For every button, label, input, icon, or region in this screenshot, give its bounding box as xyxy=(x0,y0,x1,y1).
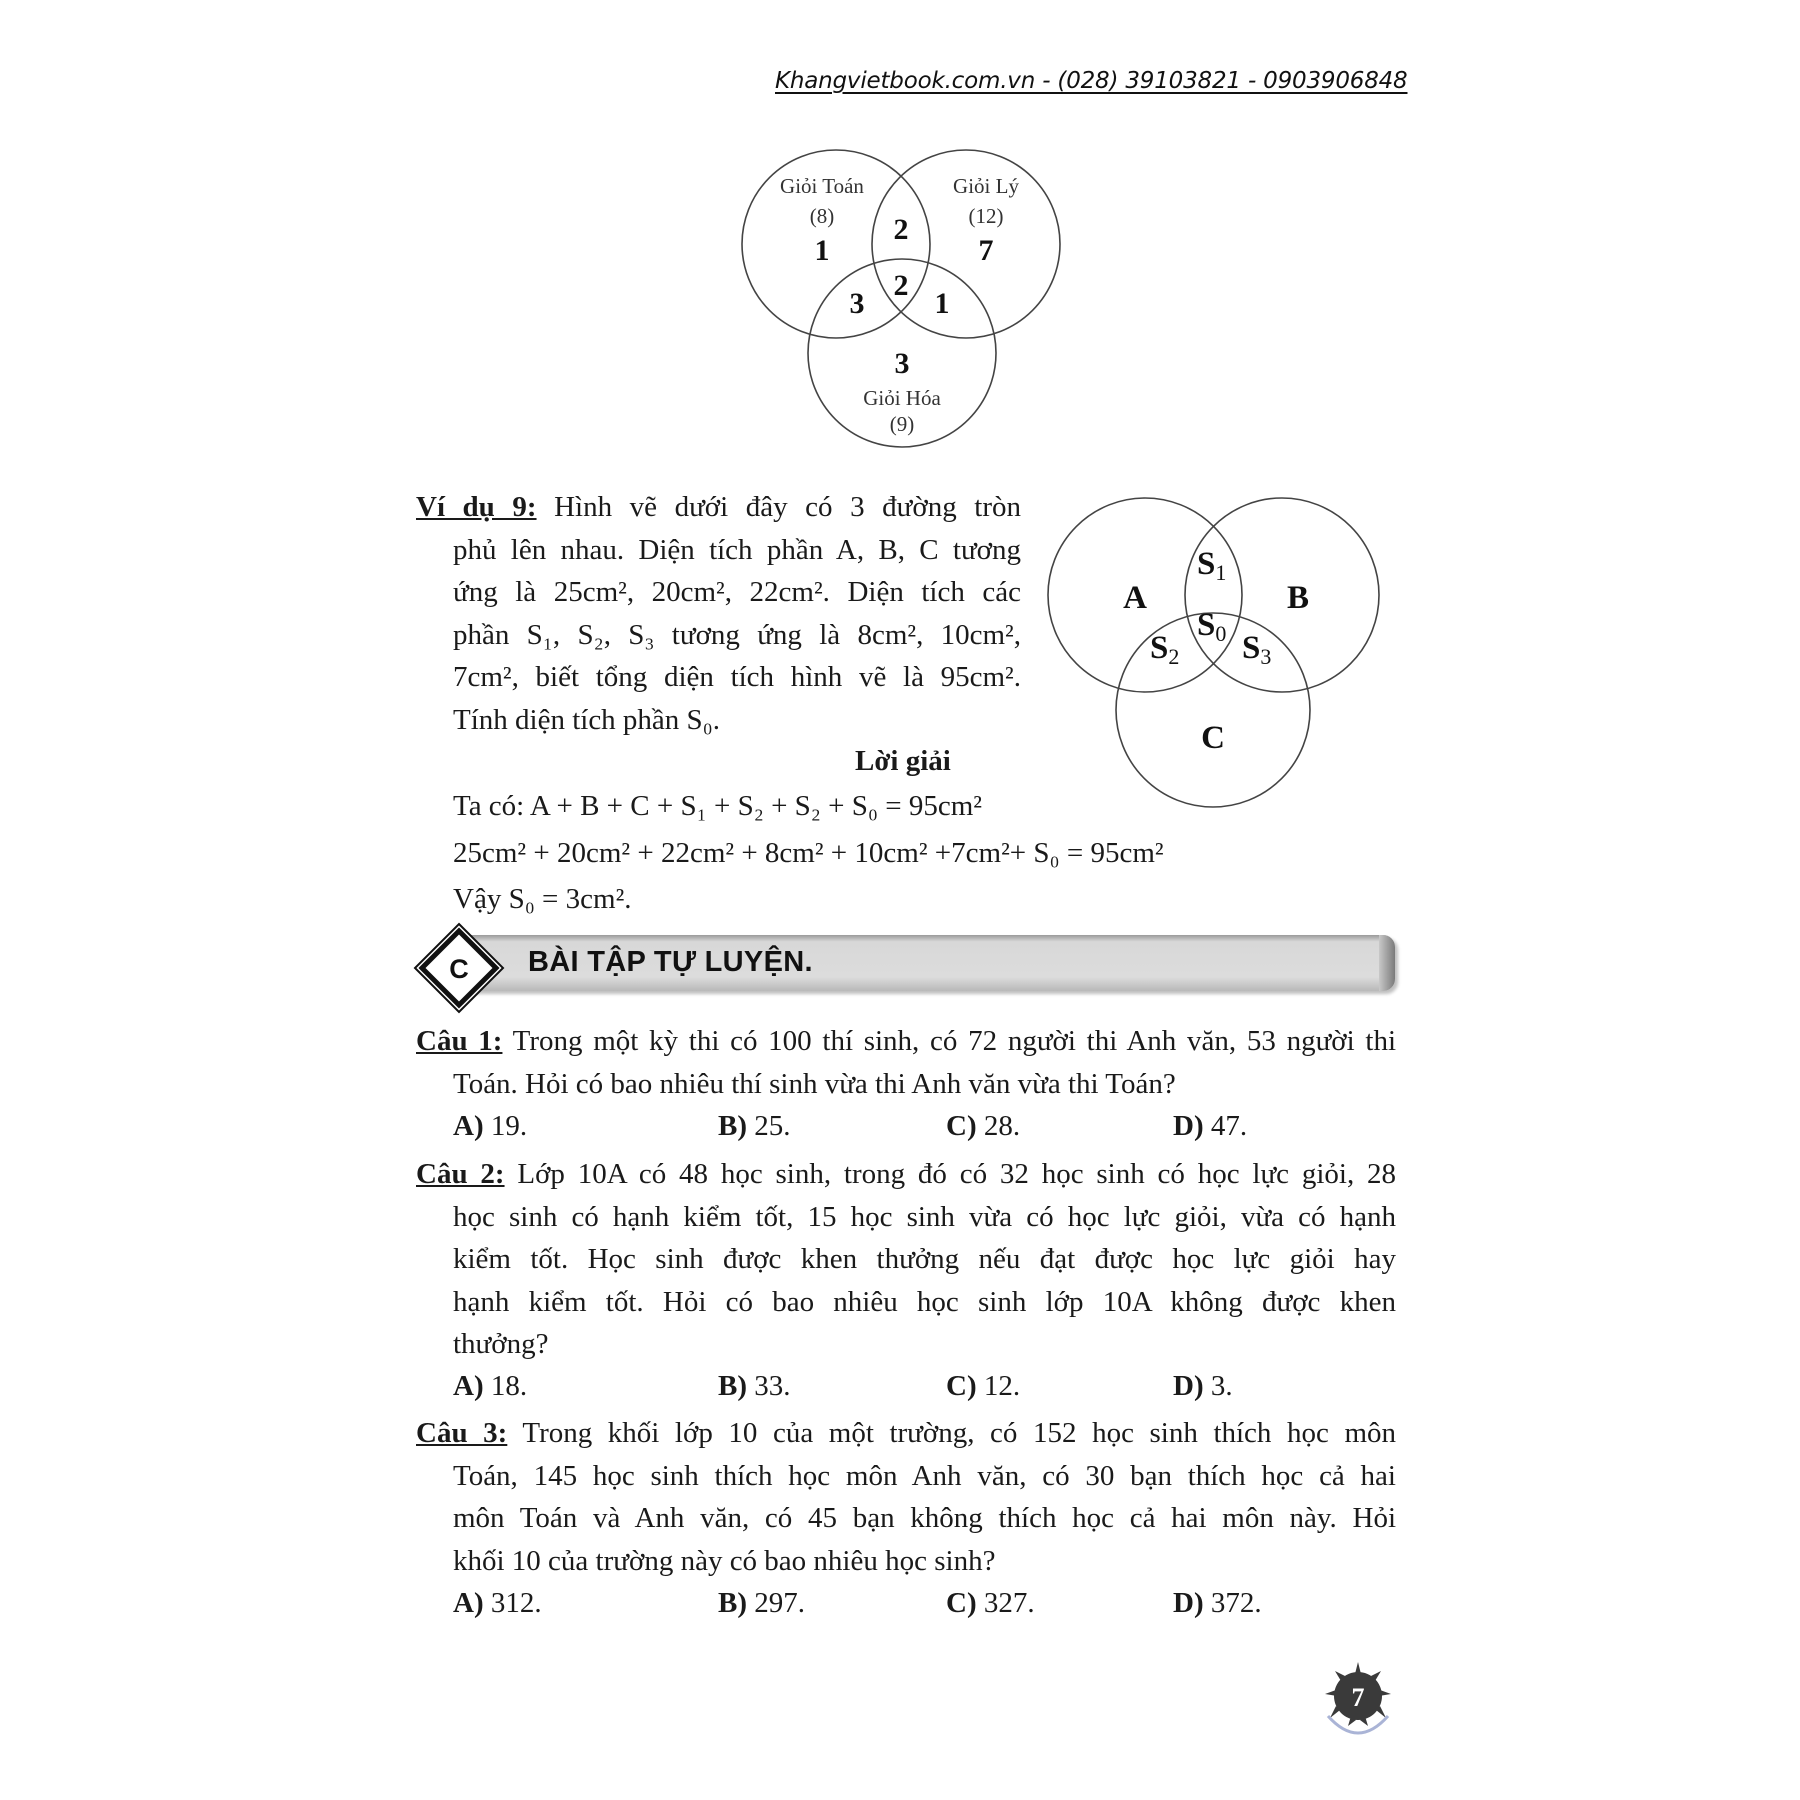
question-line: môn Toán và Anh văn, có 45 bạn không thích học cả hai môn này. Hỏi xyxy=(453,1502,1396,1534)
example-text: Hình vẽ dưới đây có 3 đường tròn xyxy=(554,491,1021,523)
region-all-three: 2 xyxy=(893,269,909,302)
region-toan-only: 1 xyxy=(814,234,830,267)
question-label: Câu 2: xyxy=(416,1158,505,1190)
section-letter: C xyxy=(449,954,469,984)
set-label-hoa: Giỏi Hóa xyxy=(863,386,941,410)
option-c[interactable]: C) 327. xyxy=(946,1587,1035,1619)
option-a[interactable]: A) 312. xyxy=(453,1587,542,1619)
set-total-ly: (12) xyxy=(968,204,1004,228)
question-line: thưởng? xyxy=(453,1328,549,1360)
region-s2: S2 xyxy=(1150,630,1180,669)
region-a: A xyxy=(1123,580,1147,616)
page-number: 7 xyxy=(1351,1683,1365,1712)
question-2 xyxy=(416,1153,1396,1366)
set-total-hoa: (9) xyxy=(889,412,915,436)
region-s0: S0 xyxy=(1197,607,1227,646)
region-toan-hoa: 3 xyxy=(849,287,865,320)
option-c[interactable]: C) 28. xyxy=(946,1110,1021,1142)
region-c: C xyxy=(1201,720,1225,756)
solution-line: 25cm² + 20cm² + 22cm² + 8cm² + 10cm² +7cm²+ S₀ = 95cm² xyxy=(453,837,1164,869)
option-d[interactable]: D) 3. xyxy=(1173,1370,1233,1402)
question-text: Trong một kỳ thi có 100 thí sinh, có 72 người thi Anh văn, 53 người thi xyxy=(512,1025,1397,1057)
solution-line: Vậy S₀ = 3cm². xyxy=(453,883,632,915)
question-text: Lớp 10A có 48 học sinh, trong đó có 32 học sinh có học lực giỏi, 28 xyxy=(517,1158,1397,1190)
question-3 xyxy=(416,1412,1396,1582)
section-title: BÀI TẬP TỰ LUYỆN. xyxy=(528,946,813,978)
example-line: 7cm², biết tổng diện tích hình vẽ là 95cm². xyxy=(453,661,1021,693)
question-line: Toán. Hỏi có bao nhiêu thí sinh vừa thi Anh văn vừa thi Toán? xyxy=(453,1067,1176,1100)
set-label-ly: Giỏi Lý xyxy=(953,174,1019,198)
question-line: Toán, 145 học sinh thích học môn Anh văn, có 30 bạn thích học cả hai xyxy=(453,1459,1396,1492)
question-1 xyxy=(416,1020,1396,1105)
question-line: hạnh kiểm tốt. Hỏi có bao nhiêu học sinh lớp 10A không được khen xyxy=(453,1285,1396,1318)
option-d[interactable]: D) 372. xyxy=(1173,1587,1262,1619)
region-ly-only: 7 xyxy=(978,234,994,267)
option-b[interactable]: B) 297. xyxy=(718,1587,805,1619)
question-line: khối 10 của trường này có bao nhiêu học sinh? xyxy=(453,1544,996,1577)
option-b[interactable]: B) 33. xyxy=(718,1370,791,1402)
region-s1: S1 xyxy=(1197,546,1227,585)
venn-diagram-subjects xyxy=(730,135,1090,455)
venn-diagram-areas xyxy=(1040,490,1390,820)
question-text: Trong khối lớp 10 của một trường, có 152 học sinh thích học môn xyxy=(522,1417,1397,1449)
example-line: phủ lên nhau. Diện tích phần A, B, C tương xyxy=(453,533,1021,566)
question-label: Câu 3: xyxy=(416,1417,508,1449)
question-line: kiểm tốt. Học sinh được khen thưởng nếu đạt được học lực giỏi hay xyxy=(453,1243,1396,1275)
question-label: Câu 1: xyxy=(416,1025,503,1057)
region-ly-hoa: 1 xyxy=(934,287,950,320)
region-b: B xyxy=(1286,580,1310,616)
example-line xyxy=(416,486,1021,529)
question-line xyxy=(416,1153,1396,1196)
set-total-toan: (8) xyxy=(809,204,835,228)
publisher-header: Khangvietbook.com.vn - (028) 39103821 - 0903906848 xyxy=(775,68,1408,94)
option-d[interactable]: D) 47. xyxy=(1173,1110,1248,1142)
solution-title: Lời giải xyxy=(855,745,951,777)
solution-line: Ta có: A + B + C + S₁ + S₂ + S₂ + S₀ = 95cm² xyxy=(453,790,982,822)
question-line xyxy=(416,1412,1396,1455)
section-diamond-icon xyxy=(413,922,505,1014)
page-number-badge xyxy=(1318,1660,1398,1750)
example-line: ứng là 25cm², 20cm², 22cm². Diện tích các xyxy=(453,576,1021,608)
example-9 xyxy=(416,486,1021,741)
example-line: Tính diện tích phần S₀. xyxy=(453,703,721,736)
option-b[interactable]: B) 25. xyxy=(718,1110,791,1142)
example-line: phần S₁, S₂, S₃ tương ứng là 8cm², 10cm², xyxy=(453,618,1021,651)
question-line: học sinh có hạnh kiểm tốt, 15 học sinh vừa có học lực giỏi, vừa có hạnh xyxy=(453,1200,1396,1233)
option-a[interactable]: A) 18. xyxy=(453,1370,528,1402)
region-s3: S3 xyxy=(1242,630,1272,669)
example-label: Ví dụ 9: xyxy=(416,491,537,523)
option-a[interactable]: A) 19. xyxy=(453,1110,528,1142)
set-label-toan: Giỏi Toán xyxy=(780,174,864,198)
option-c[interactable]: C) 12. xyxy=(946,1370,1021,1402)
region-toan-ly: 2 xyxy=(893,213,909,246)
region-hoa-only: 3 xyxy=(894,347,910,380)
question-line xyxy=(416,1020,1396,1063)
